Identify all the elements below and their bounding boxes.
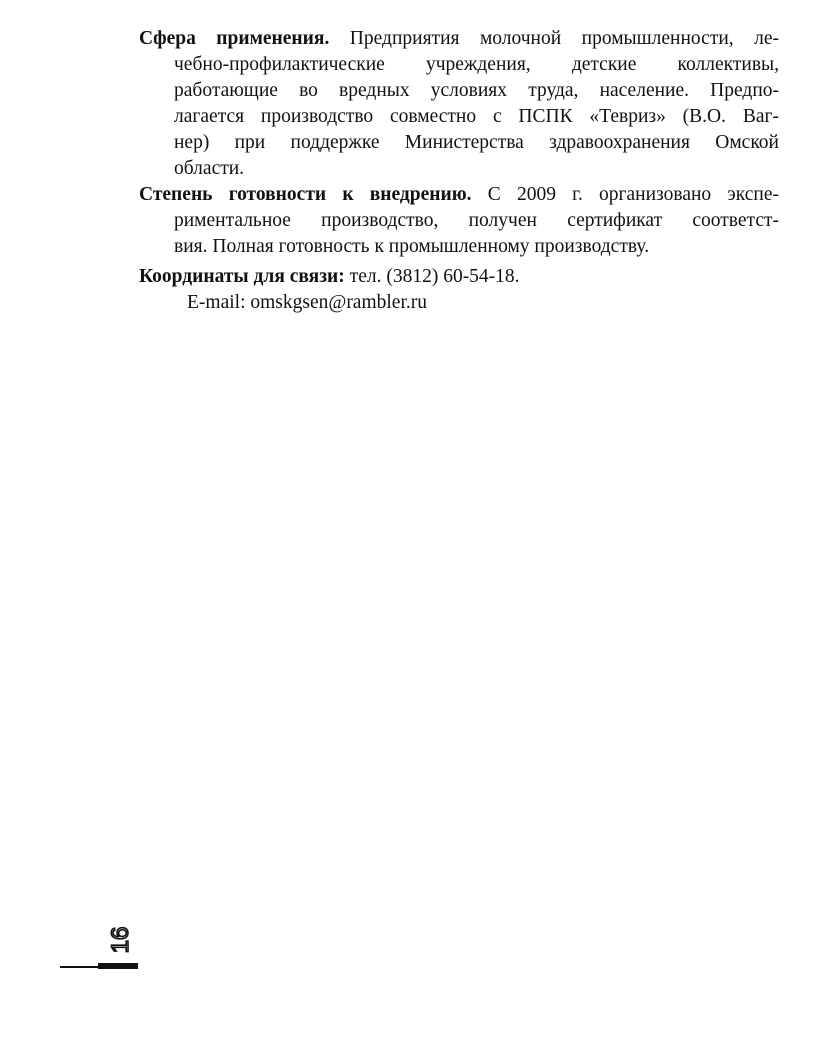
footer-rule-thick	[98, 963, 138, 969]
text-line	[139, 26, 779, 52]
text-line	[139, 182, 779, 208]
text-line: чебно-профилактические учреждения, детские коллективы,	[174, 54, 779, 75]
section-heading: Степень готовности к внедрению.	[139, 184, 472, 205]
text-line	[139, 264, 779, 290]
section-application-scope	[139, 26, 779, 182]
text-line: работающие во вредных условиях труда, население. Предпо-	[174, 80, 779, 101]
section-text: тел. (3812) 60-54-18.	[344, 266, 520, 287]
section-implementation-readiness	[139, 182, 779, 260]
page-number: 16	[107, 926, 134, 954]
text-line: лагается производство совместно с ПСПК «Тевриз» (В.О. Ваг-	[174, 106, 779, 127]
contact-email: E-mail: omskgsen@rambler.ru	[187, 292, 427, 313]
text-line: области.	[174, 158, 245, 179]
section-contacts	[139, 264, 779, 316]
text-line: риментальное производство, получен сертификат соответст-	[174, 210, 779, 231]
section-heading: Сфера применения.	[139, 28, 330, 49]
section-text: Предприятия молочной промышленности, ле-	[329, 28, 779, 49]
text-line: вия. Полная готовность к промышленному производству.	[174, 236, 650, 257]
section-heading: Координаты для связи:	[139, 266, 345, 287]
section-text: С 2009 г. организовано экспе-	[471, 184, 779, 205]
text-line: нер) при поддержке Министерства здравоохранения Омской	[174, 132, 779, 153]
